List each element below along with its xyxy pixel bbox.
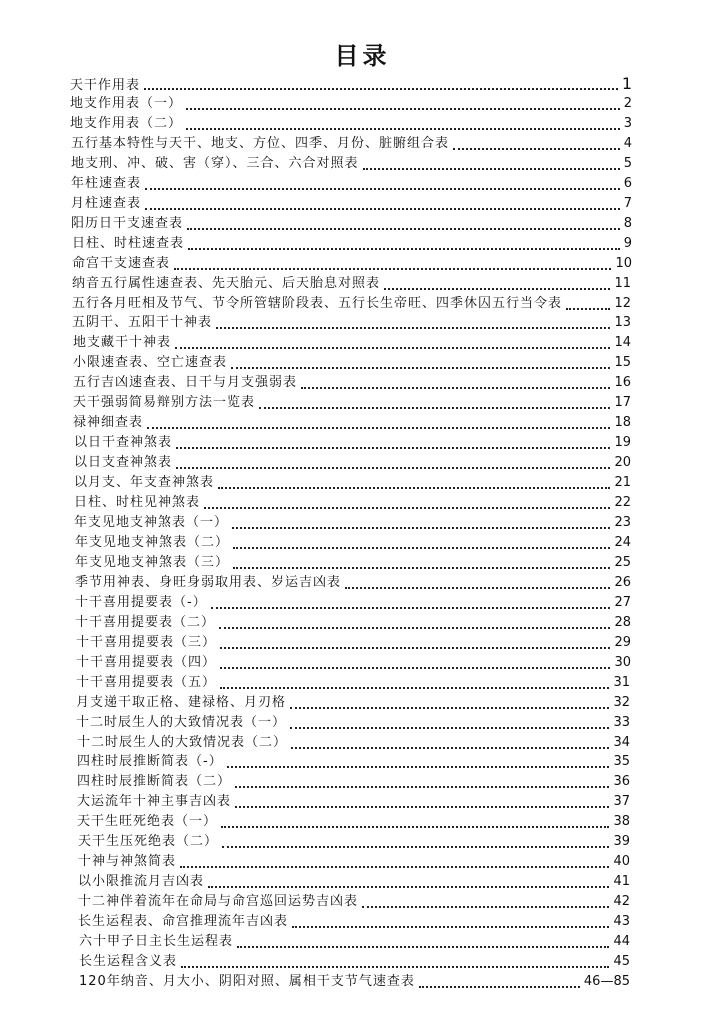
toc-entry[interactable] xyxy=(73,333,631,353)
dot-leader xyxy=(180,866,609,868)
toc-entry-title: 以月支、年支查神煞表 xyxy=(74,475,215,490)
dot-leader xyxy=(145,188,620,190)
dot-leader xyxy=(290,707,609,709)
toc-entry-page: 9 xyxy=(623,236,632,251)
dot-leader xyxy=(147,427,610,429)
toc-entry-title: 天干生旺死绝表（一） xyxy=(77,814,218,829)
dot-leader xyxy=(301,387,610,389)
dot-leader xyxy=(363,168,620,170)
toc-entry[interactable] xyxy=(72,274,631,294)
toc-entry[interactable] xyxy=(73,393,631,413)
dot-leader xyxy=(176,467,610,469)
toc-entry-page: 4 xyxy=(623,136,632,151)
dot-leader xyxy=(218,487,610,489)
toc-entry-title: 十干喜用提要表（-） xyxy=(75,595,207,610)
toc-entry-title: 120年纳音、月大小、阴阳对照、属相干支节气速查表 xyxy=(79,974,415,989)
dot-leader xyxy=(566,308,610,310)
toc-entry-title: 季节用神表、身旺身弱取用表、岁运吉凶表 xyxy=(75,575,342,590)
toc-entry-title: 长生运程含义表 xyxy=(79,954,178,969)
dot-leader xyxy=(233,547,610,549)
toc-entry-title: 日柱、时柱速查表 xyxy=(72,236,185,251)
toc-entry-page: 38 xyxy=(613,814,630,829)
toc-entry-page: 29 xyxy=(614,635,631,650)
toc-entry[interactable] xyxy=(75,613,631,633)
toc-entry-page: 11 xyxy=(614,276,631,291)
toc-entry-page: 25 xyxy=(614,555,631,570)
toc-entry[interactable] xyxy=(76,633,631,653)
toc-entry-title: 年支见地支神煞表（一） xyxy=(74,515,229,530)
toc-entry-title: 月柱速查表 xyxy=(71,196,142,211)
toc-entry-page: 16 xyxy=(614,375,631,390)
toc-entry[interactable] xyxy=(70,94,632,114)
toc-entry-page: 42 xyxy=(613,894,630,909)
dot-leader xyxy=(362,906,609,908)
toc-entry[interactable] xyxy=(78,892,630,912)
toc-entry-page: 46—85 xyxy=(583,974,630,989)
toc-entry[interactable] xyxy=(77,733,630,753)
toc-entry-title: 四柱时辰推断简表（二） xyxy=(77,774,232,789)
toc-entry-page: 33 xyxy=(613,715,630,730)
dot-leader xyxy=(384,288,610,290)
dot-leader xyxy=(237,946,609,948)
toc-entry[interactable] xyxy=(78,872,630,892)
toc-entry[interactable] xyxy=(75,553,631,573)
toc-entry-page: 21 xyxy=(614,475,631,490)
toc-entry-page: 5 xyxy=(623,156,632,171)
dot-leader xyxy=(453,148,620,150)
toc-entry[interactable] xyxy=(78,832,630,852)
dot-leader xyxy=(259,407,610,409)
dot-leader xyxy=(204,507,610,509)
dot-leader xyxy=(186,108,620,110)
dot-leader xyxy=(345,587,610,589)
toc-entry-title: 年柱速查表 xyxy=(71,176,142,191)
dot-leader xyxy=(235,806,609,808)
toc-entry-title: 地支刑、冲、破、害（穿）、三合、六合对照表 xyxy=(71,156,359,171)
toc-entry[interactable] xyxy=(72,313,631,333)
toc-entry-page: 44 xyxy=(613,934,630,949)
toc-entry-page: 43 xyxy=(613,914,630,929)
toc-entry[interactable] xyxy=(74,493,631,513)
toc-entry[interactable] xyxy=(77,792,630,812)
toc-entry[interactable] xyxy=(75,593,631,613)
toc-entry-title: 天干生压死绝表（二） xyxy=(78,834,219,849)
dot-leader xyxy=(145,208,620,210)
toc-entry-page: 39 xyxy=(613,834,630,849)
dot-leader xyxy=(232,527,610,529)
toc-entry[interactable] xyxy=(71,174,632,194)
toc-entry-title: 长生运程表、命宫推理流年吉凶表 xyxy=(78,914,289,929)
dot-leader xyxy=(221,826,609,828)
toc-entry[interactable] xyxy=(79,932,630,952)
toc-entry-title: 十二时辰生人的大致情况表（一） xyxy=(76,715,287,730)
toc-entry-page: 1 xyxy=(621,74,632,93)
toc-entry-page: 14 xyxy=(614,335,631,350)
toc-entry-title: 十神与神煞简表 xyxy=(78,854,177,869)
toc-entry-title: 地支作用表（一） xyxy=(70,96,183,111)
toc-entry-page: 30 xyxy=(614,655,631,670)
dot-leader xyxy=(291,747,609,749)
toc-entry-page: 7 xyxy=(623,196,632,211)
toc-entry-title: 禄神细查表 xyxy=(73,415,144,430)
toc-entry[interactable] xyxy=(75,573,631,593)
toc-entry[interactable] xyxy=(70,114,632,134)
toc-entry-title: 阳历日干支速查表 xyxy=(71,216,184,231)
toc-entry-page: 35 xyxy=(613,754,630,769)
toc-entry[interactable] xyxy=(77,812,630,832)
toc-entry-title: 天干作用表 xyxy=(70,78,141,93)
dot-leader xyxy=(222,846,609,848)
toc-entry[interactable] xyxy=(76,693,630,713)
toc-entry-page: 23 xyxy=(614,515,631,530)
toc-entry-title: 十二时辰生人的大致情况表（二） xyxy=(77,735,288,750)
toc-entry-title: 十二神伴着流年在命局与命宫巡回运势吉凶表 xyxy=(78,894,359,909)
toc-entry[interactable] xyxy=(74,453,631,473)
toc-entry[interactable] xyxy=(76,653,631,673)
toc-entry[interactable] xyxy=(74,513,631,533)
dot-leader xyxy=(176,447,610,449)
toc-entry-title: 月支递干取正格、建禄格、月刃格 xyxy=(76,695,287,710)
toc-entry-title: 十干喜用提要表（二） xyxy=(75,615,216,630)
toc-entry-title: 以小限推流月吉凶表 xyxy=(78,874,205,889)
toc-entry-title: 天干强弱简易辩别方法一览表 xyxy=(73,395,256,410)
toc-entry-title: 纳音五行属性速查表、先天胎元、后天胎息对照表 xyxy=(72,276,381,291)
toc-entry-title: 五行吉凶速查表、日干与月支强弱表 xyxy=(73,375,298,390)
toc-entry-page: 19 xyxy=(614,435,631,450)
toc-entry-page: 13 xyxy=(614,315,631,330)
toc-entry-title: 五行各月旺相及节气、节令所管辖阶段表、五行长生帝旺、四季休囚五行当令表 xyxy=(72,296,563,311)
toc-entry-page: 20 xyxy=(614,455,631,470)
toc-entry[interactable] xyxy=(75,533,631,553)
dot-leader xyxy=(220,647,610,649)
toc-entry-title: 五行基本特性与天干、地支、方位、四季、月份、脏腑组合表 xyxy=(71,136,450,151)
toc-entry[interactable] xyxy=(71,154,632,174)
toc-entry[interactable] xyxy=(72,234,632,254)
dot-leader xyxy=(419,986,580,988)
toc-entry[interactable] xyxy=(73,373,631,393)
toc-entry-title: 六十甲子日主长生运程表 xyxy=(79,934,234,949)
toc-entry[interactable] xyxy=(78,912,630,932)
dot-leader xyxy=(290,727,609,729)
toc-entry-page: 10 xyxy=(615,256,632,271)
toc-entry-page: 45 xyxy=(613,954,630,969)
toc-entry-title: 地支藏干十神表 xyxy=(73,335,172,350)
toc-entry[interactable] xyxy=(74,433,631,453)
toc-entry-page: 6 xyxy=(623,176,632,191)
toc-entry-page: 8 xyxy=(623,216,632,231)
dot-leader xyxy=(220,687,609,689)
toc-entry-page: 26 xyxy=(614,575,631,590)
toc-entry-page: 15 xyxy=(614,355,631,370)
toc-entry-title: 年支见地支神煞表（三） xyxy=(75,555,230,570)
dot-leader xyxy=(292,926,609,928)
toc-entry[interactable] xyxy=(77,752,630,772)
toc-entry-title: 大运流年十神主事吉凶表 xyxy=(77,794,232,809)
dot-leader xyxy=(188,248,620,250)
toc-entry-title: 十干喜用提要表（五） xyxy=(76,675,217,690)
toc-entry-title: 年支见地支神煞表（二） xyxy=(75,535,230,550)
toc-entry-page: 28 xyxy=(614,615,631,630)
toc-entry-page: 22 xyxy=(614,495,631,510)
toc-entry-title: 以日干查神煞表 xyxy=(74,435,173,450)
toc-entry-page: 32 xyxy=(613,695,630,710)
dot-leader xyxy=(219,627,610,629)
toc-entry[interactable] xyxy=(72,294,631,314)
toc-entry[interactable] xyxy=(79,972,630,992)
toc-entry[interactable] xyxy=(72,254,632,274)
toc-entry[interactable] xyxy=(73,353,631,373)
toc-entry-page: 40 xyxy=(613,854,630,869)
toc-entry-page: 37 xyxy=(613,794,630,809)
toc-entry-title: 命宫干支速查表 xyxy=(72,256,171,271)
toc-entry[interactable] xyxy=(76,673,630,693)
dot-leader xyxy=(231,367,610,369)
toc-entry-page: 2 xyxy=(623,96,632,111)
toc-entry-title: 地支作用表（二） xyxy=(70,116,183,131)
toc-entry[interactable] xyxy=(77,772,630,792)
toc-entry-page: 3 xyxy=(623,116,632,131)
toc-entry-page: 24 xyxy=(614,535,631,550)
dot-leader xyxy=(174,268,611,270)
toc-entry-page: 27 xyxy=(614,595,631,610)
toc-entry-page: 18 xyxy=(614,415,631,430)
toc-entry[interactable] xyxy=(70,74,632,94)
toc-entry-page: 36 xyxy=(613,774,630,789)
dot-leader xyxy=(175,347,610,349)
toc-entry[interactable] xyxy=(73,413,631,433)
dot-leader xyxy=(187,228,620,230)
dot-leader xyxy=(235,786,609,788)
dot-leader xyxy=(144,88,618,90)
toc-entry-title: 五阴干、五阳干十神表 xyxy=(72,315,213,330)
dot-leader xyxy=(181,966,609,968)
dot-leader xyxy=(233,567,610,569)
toc-entry[interactable] xyxy=(71,134,632,154)
dot-leader xyxy=(216,327,610,329)
page-title: 目录 xyxy=(334,42,391,70)
toc-entry-title: 四柱时辰推断简表（-） xyxy=(77,754,223,769)
toc-entry-page: 41 xyxy=(613,874,630,889)
toc-entry[interactable] xyxy=(71,214,632,234)
toc-entry-page: 12 xyxy=(614,296,631,311)
toc-entry-page: 34 xyxy=(613,735,630,750)
toc-entry-title: 日柱、时柱见神煞表 xyxy=(74,495,201,510)
dot-leader xyxy=(227,766,610,768)
toc-entry[interactable] xyxy=(79,952,630,972)
dot-leader xyxy=(211,607,611,609)
toc-entry-title: 十干喜用提要表（三） xyxy=(76,635,217,650)
toc-entry-title: 十干喜用提要表（四） xyxy=(76,655,217,670)
toc-entry-page: 31 xyxy=(613,675,630,690)
toc-entry-title: 以日支查神煞表 xyxy=(74,455,173,470)
dot-leader xyxy=(208,886,609,888)
toc-entry[interactable] xyxy=(74,473,631,493)
dot-leader xyxy=(220,667,610,669)
toc-entry-title: 小限速查表、空亡速查表 xyxy=(73,355,228,370)
toc-entry-page: 17 xyxy=(614,395,631,410)
toc-entry[interactable] xyxy=(76,713,630,733)
toc-entry[interactable] xyxy=(78,852,630,872)
toc-entry[interactable] xyxy=(71,194,632,214)
dot-leader xyxy=(186,128,620,130)
